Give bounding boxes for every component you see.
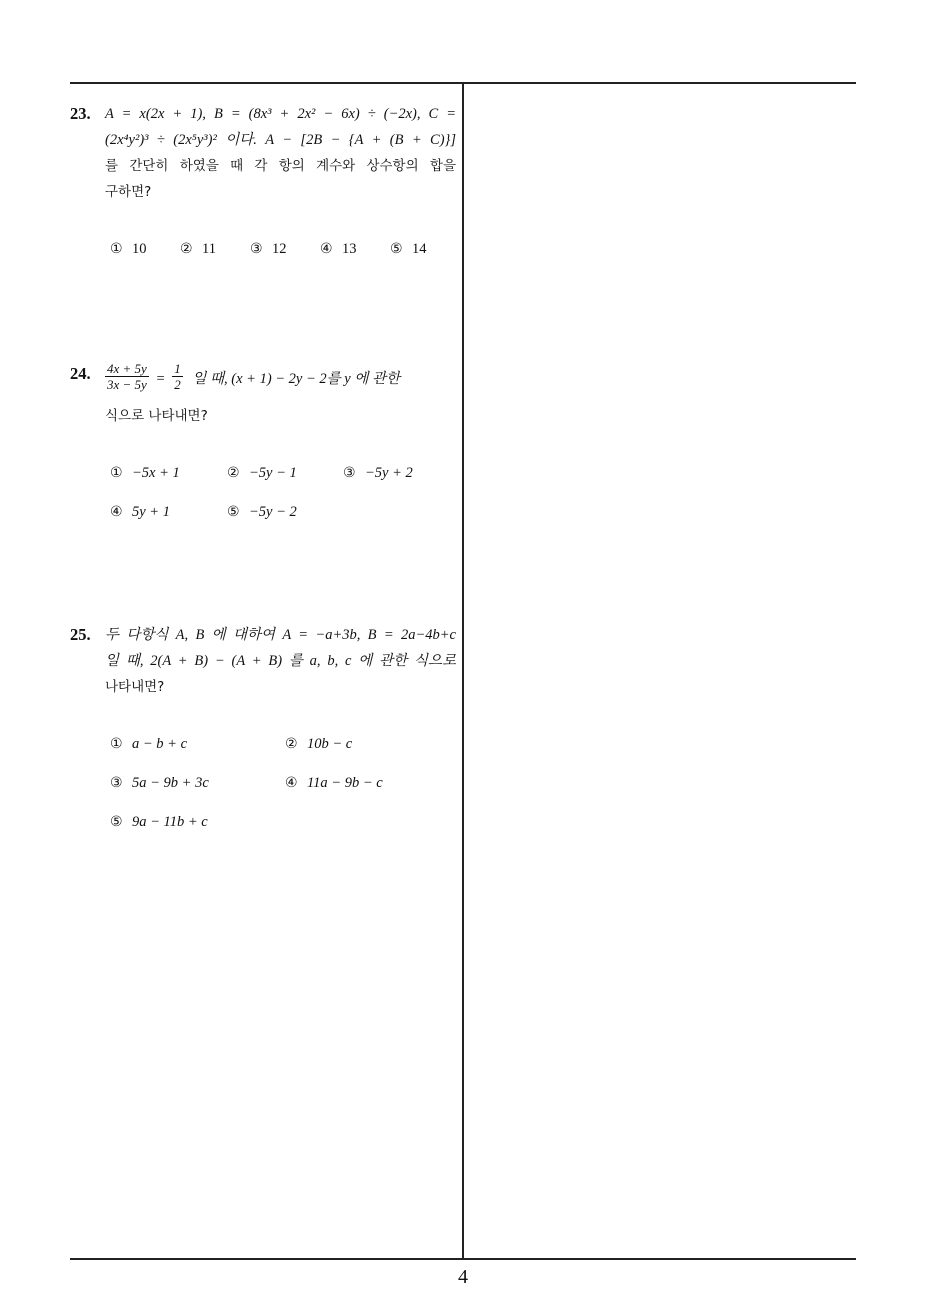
choice-value: −5y − 2: [249, 504, 297, 520]
choice-mark: ④: [110, 504, 123, 520]
choice-value: 10b − c: [307, 736, 353, 752]
problem-number: 25.: [70, 625, 91, 644]
choice-mark: ①: [110, 465, 123, 481]
choice-mark: ②: [285, 736, 298, 752]
problem-stem-line: A = x(2x + 1), B = (8x³ + 2x² − 6x) ÷ (−2x), C =: [105, 106, 456, 122]
choice-mark: ②: [180, 241, 193, 257]
choice-value: −5y + 2: [365, 465, 413, 481]
choice-2[interactable]: [285, 734, 352, 754]
choice-5[interactable]: [227, 502, 297, 522]
problem-stem-line: 구하면?: [105, 184, 152, 200]
choice-1[interactable]: [110, 463, 180, 483]
column-divider: [462, 82, 464, 1259]
fraction-numerator: 1: [174, 361, 181, 377]
fraction-denominator: 3x − 5y: [107, 377, 147, 393]
choice-value: 13: [342, 241, 357, 257]
problem-number: 23.: [70, 104, 91, 123]
choice-mark: ①: [110, 241, 123, 257]
choice-value: 10: [132, 241, 147, 257]
equals-sign: =: [156, 371, 165, 387]
problem-stem-line: 식으로 나타내면?: [105, 408, 208, 424]
choice-1[interactable]: [110, 239, 147, 259]
choice-mark: ③: [250, 241, 263, 257]
fraction: [105, 361, 149, 392]
choice-mark: ④: [285, 775, 298, 791]
problem-23: [70, 101, 456, 271]
problem-stem-line: [105, 361, 456, 397]
choice-mark: ⑤: [110, 814, 123, 830]
problem-stem-line: 일 때, 2(A + B) − (A + B) 를 a, b, c 에 관한 식으로: [105, 653, 456, 669]
fraction-numerator: 4x + 5y: [107, 361, 147, 377]
choice-mark: ⑤: [390, 241, 403, 257]
choice-mark: ②: [227, 465, 240, 481]
choice-3[interactable]: [250, 239, 287, 259]
choice-value: 5y + 1: [132, 504, 170, 520]
choice-4[interactable]: [285, 773, 383, 793]
choice-4[interactable]: [320, 239, 357, 259]
choice-2[interactable]: [180, 239, 216, 259]
choice-value: 5a − 9b + 3c: [132, 775, 209, 791]
choice-value: −5x + 1: [132, 465, 180, 481]
problem-24: [70, 361, 456, 531]
problem-stem-line: (2x⁴y²)³ ÷ (2x⁵y³)² 이다. A − [2B − {A + (B + C)}]: [105, 132, 456, 148]
choice-value: 14: [412, 241, 427, 257]
problem-25: [70, 622, 456, 842]
choice-value: 9a − 11b + c: [132, 814, 208, 830]
problem-stem-line: 나타내면?: [105, 679, 165, 695]
choice-4[interactable]: [110, 502, 170, 522]
choice-mark: ③: [110, 775, 123, 791]
choice-value: 12: [272, 241, 287, 257]
choice-3[interactable]: [110, 773, 209, 793]
problem-stem-text: 일 때, (x + 1) − 2y − 2를 y 에 관한: [192, 371, 400, 387]
problem-number: 24.: [70, 364, 91, 383]
choice-mark: ④: [320, 241, 333, 257]
choice-1[interactable]: [110, 734, 187, 754]
fraction-denominator: 2: [174, 377, 181, 393]
choice-2[interactable]: [227, 463, 297, 483]
choice-mark: ③: [343, 465, 356, 481]
choice-mark: ①: [110, 736, 123, 752]
choice-value: a − b + c: [132, 736, 188, 752]
choice-3[interactable]: [343, 463, 413, 483]
bottom-rule: [70, 1258, 856, 1260]
choice-value: 11: [202, 241, 216, 257]
choice-value: −5y − 1: [249, 465, 297, 481]
fraction: [172, 361, 183, 392]
page-number: 4: [458, 1266, 468, 1288]
choice-5[interactable]: [390, 239, 427, 259]
choice-value: 11a − 9b − c: [307, 775, 383, 791]
choice-5[interactable]: [110, 812, 208, 832]
choice-mark: ⑤: [227, 504, 240, 520]
problem-stem-line: 를 간단히 하였을 때 각 항의 계수와 상수항의 합을: [105, 158, 456, 174]
problem-stem-line: 두 다항식 A, B 에 대하여 A = −a+3b, B = 2a−4b+c: [105, 627, 456, 643]
